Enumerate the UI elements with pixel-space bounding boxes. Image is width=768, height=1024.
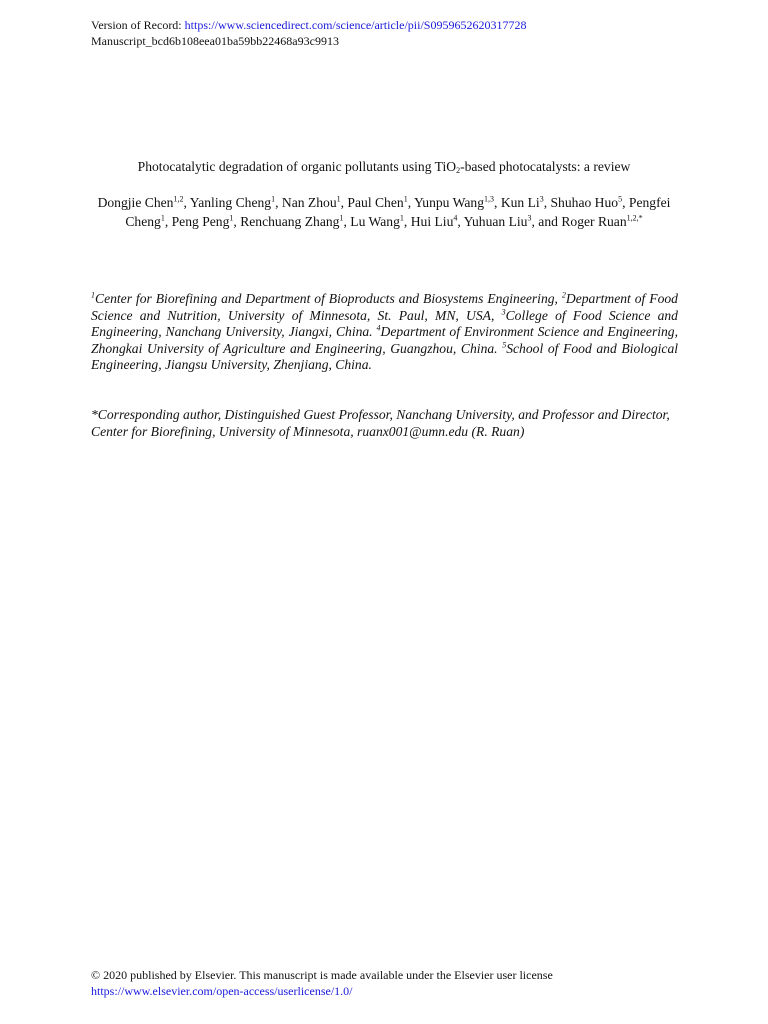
author-name: Dongjie Chen (97, 195, 174, 210)
license-link[interactable]: https://www.elsevier.com/open-access/userlicense/1.0/ (91, 984, 353, 998)
author-affiliation-mark: 1,3 (484, 194, 495, 204)
author-affiliation-mark: 3 (539, 194, 544, 204)
author-affiliation-mark: 1 (271, 194, 276, 204)
author-name: Roger Ruan (561, 214, 627, 229)
version-of-record-link[interactable]: https://www.sciencedirect.com/science/article/pii/S0959652620317728 (184, 18, 527, 32)
author-affiliation-mark: 1,2 (173, 194, 184, 204)
license-notice: © 2020 published by Elsevier. This manuscript is made available under the Elsevier user license (91, 968, 553, 982)
author-name: Peng Peng (171, 214, 230, 229)
paper-title (0, 159, 768, 175)
affiliation-text: College of Food Science and Engineering, Nanchang University, Jiangxi, China. (91, 307, 678, 340)
page-header (91, 17, 526, 49)
title-text: Photocatalytic degradation of organic pollutants using TiO (137, 159, 457, 174)
author-name: Renchuang Zhang (240, 214, 340, 229)
affiliation-number: 4 (376, 323, 381, 333)
author-name: Yuhuan Liu (463, 214, 528, 229)
author-affiliation-mark: 1 (160, 213, 165, 223)
author-list: Dongjie Chen$^{1,2}$, Yanling Cheng$^1$, Nan Zhou$^1$, Paul Chen$^1$, Yunpu Wang$^{1,3}$, Kun Li$^3$, Shuhao Huo$^5$, Pengfei Cheng$^1$, Peng Peng$^1$, Renchuang Zhang$^1$, Lu Wang$^1$, Hui Liu$^4$, Yuhuan Liu$^3$, and Roger Ruan$^{1,2,*}$ (97, 194, 671, 229)
author-name: Kun Li (500, 195, 540, 210)
author-affiliation-mark: 4 (453, 213, 458, 223)
affiliation-text: Department of Environment Science and Engineering, Zhongkai University of Agriculture and Engineering, Guangzhou, China. (91, 324, 678, 356)
affiliation-text: Department of Food Science and Nutrition, University of Minnesota, St. Paul, MN, USA, (91, 291, 678, 323)
affiliations-block (91, 291, 678, 374)
affiliation-number: 2 (561, 290, 566, 300)
author-affiliation-mark: 1 (399, 213, 404, 223)
author-affiliation-mark: 1,2,* (626, 213, 643, 223)
author-name: Yunpu Wang (413, 195, 485, 210)
author-affiliation-mark: 1 (229, 213, 234, 223)
author-affiliation-mark: 5 (618, 194, 623, 204)
affiliation-number: 1 (91, 290, 95, 300)
title-text-end: -based photocatalysts: a review (460, 159, 631, 174)
affiliation-number: 3 (501, 307, 506, 317)
author-name: Pengfei Cheng (125, 195, 671, 229)
version-of-record-line (91, 17, 526, 33)
author-affiliation-mark: 1 (339, 213, 344, 223)
author-name: Hui Liu (410, 214, 454, 229)
author-name: Lu Wang (350, 214, 400, 229)
author-name: Yanling Cheng (189, 195, 272, 210)
author-affiliation-mark: 1 (403, 194, 408, 204)
affiliation-text: Center for Biorefining and Department of Bioproducts and Biosystems Engineering, (95, 291, 558, 306)
author-affiliation-mark: 3 (527, 213, 532, 223)
author-name: Paul Chen (347, 195, 404, 210)
author-name: Nan Zhou (281, 195, 337, 210)
version-label: Version of Record: (91, 18, 182, 32)
page-footer (91, 967, 553, 999)
author-name: Shuhao Huo (550, 195, 619, 210)
manuscript-id: Manuscript_bcd6b108eea01ba59bb22468a93c9913 (91, 34, 339, 48)
title-subscript: 2 (456, 166, 461, 175)
affiliation-text: School of Food and Biological Engineering, Jiangsu University, Zhenjiang, China. (91, 340, 679, 373)
affiliation-number: 5 (502, 340, 507, 350)
corresponding-author-note: *Corresponding author, Distinguished Guest Professor, Nanchang University, and Professor and Director, Center for Biorefining, University of Minnesota, ruanx001@umn.edu (R. Ruan) (91, 407, 670, 439)
author-conjunction: and (538, 214, 558, 229)
author-affiliation-mark: 1 (336, 194, 341, 204)
